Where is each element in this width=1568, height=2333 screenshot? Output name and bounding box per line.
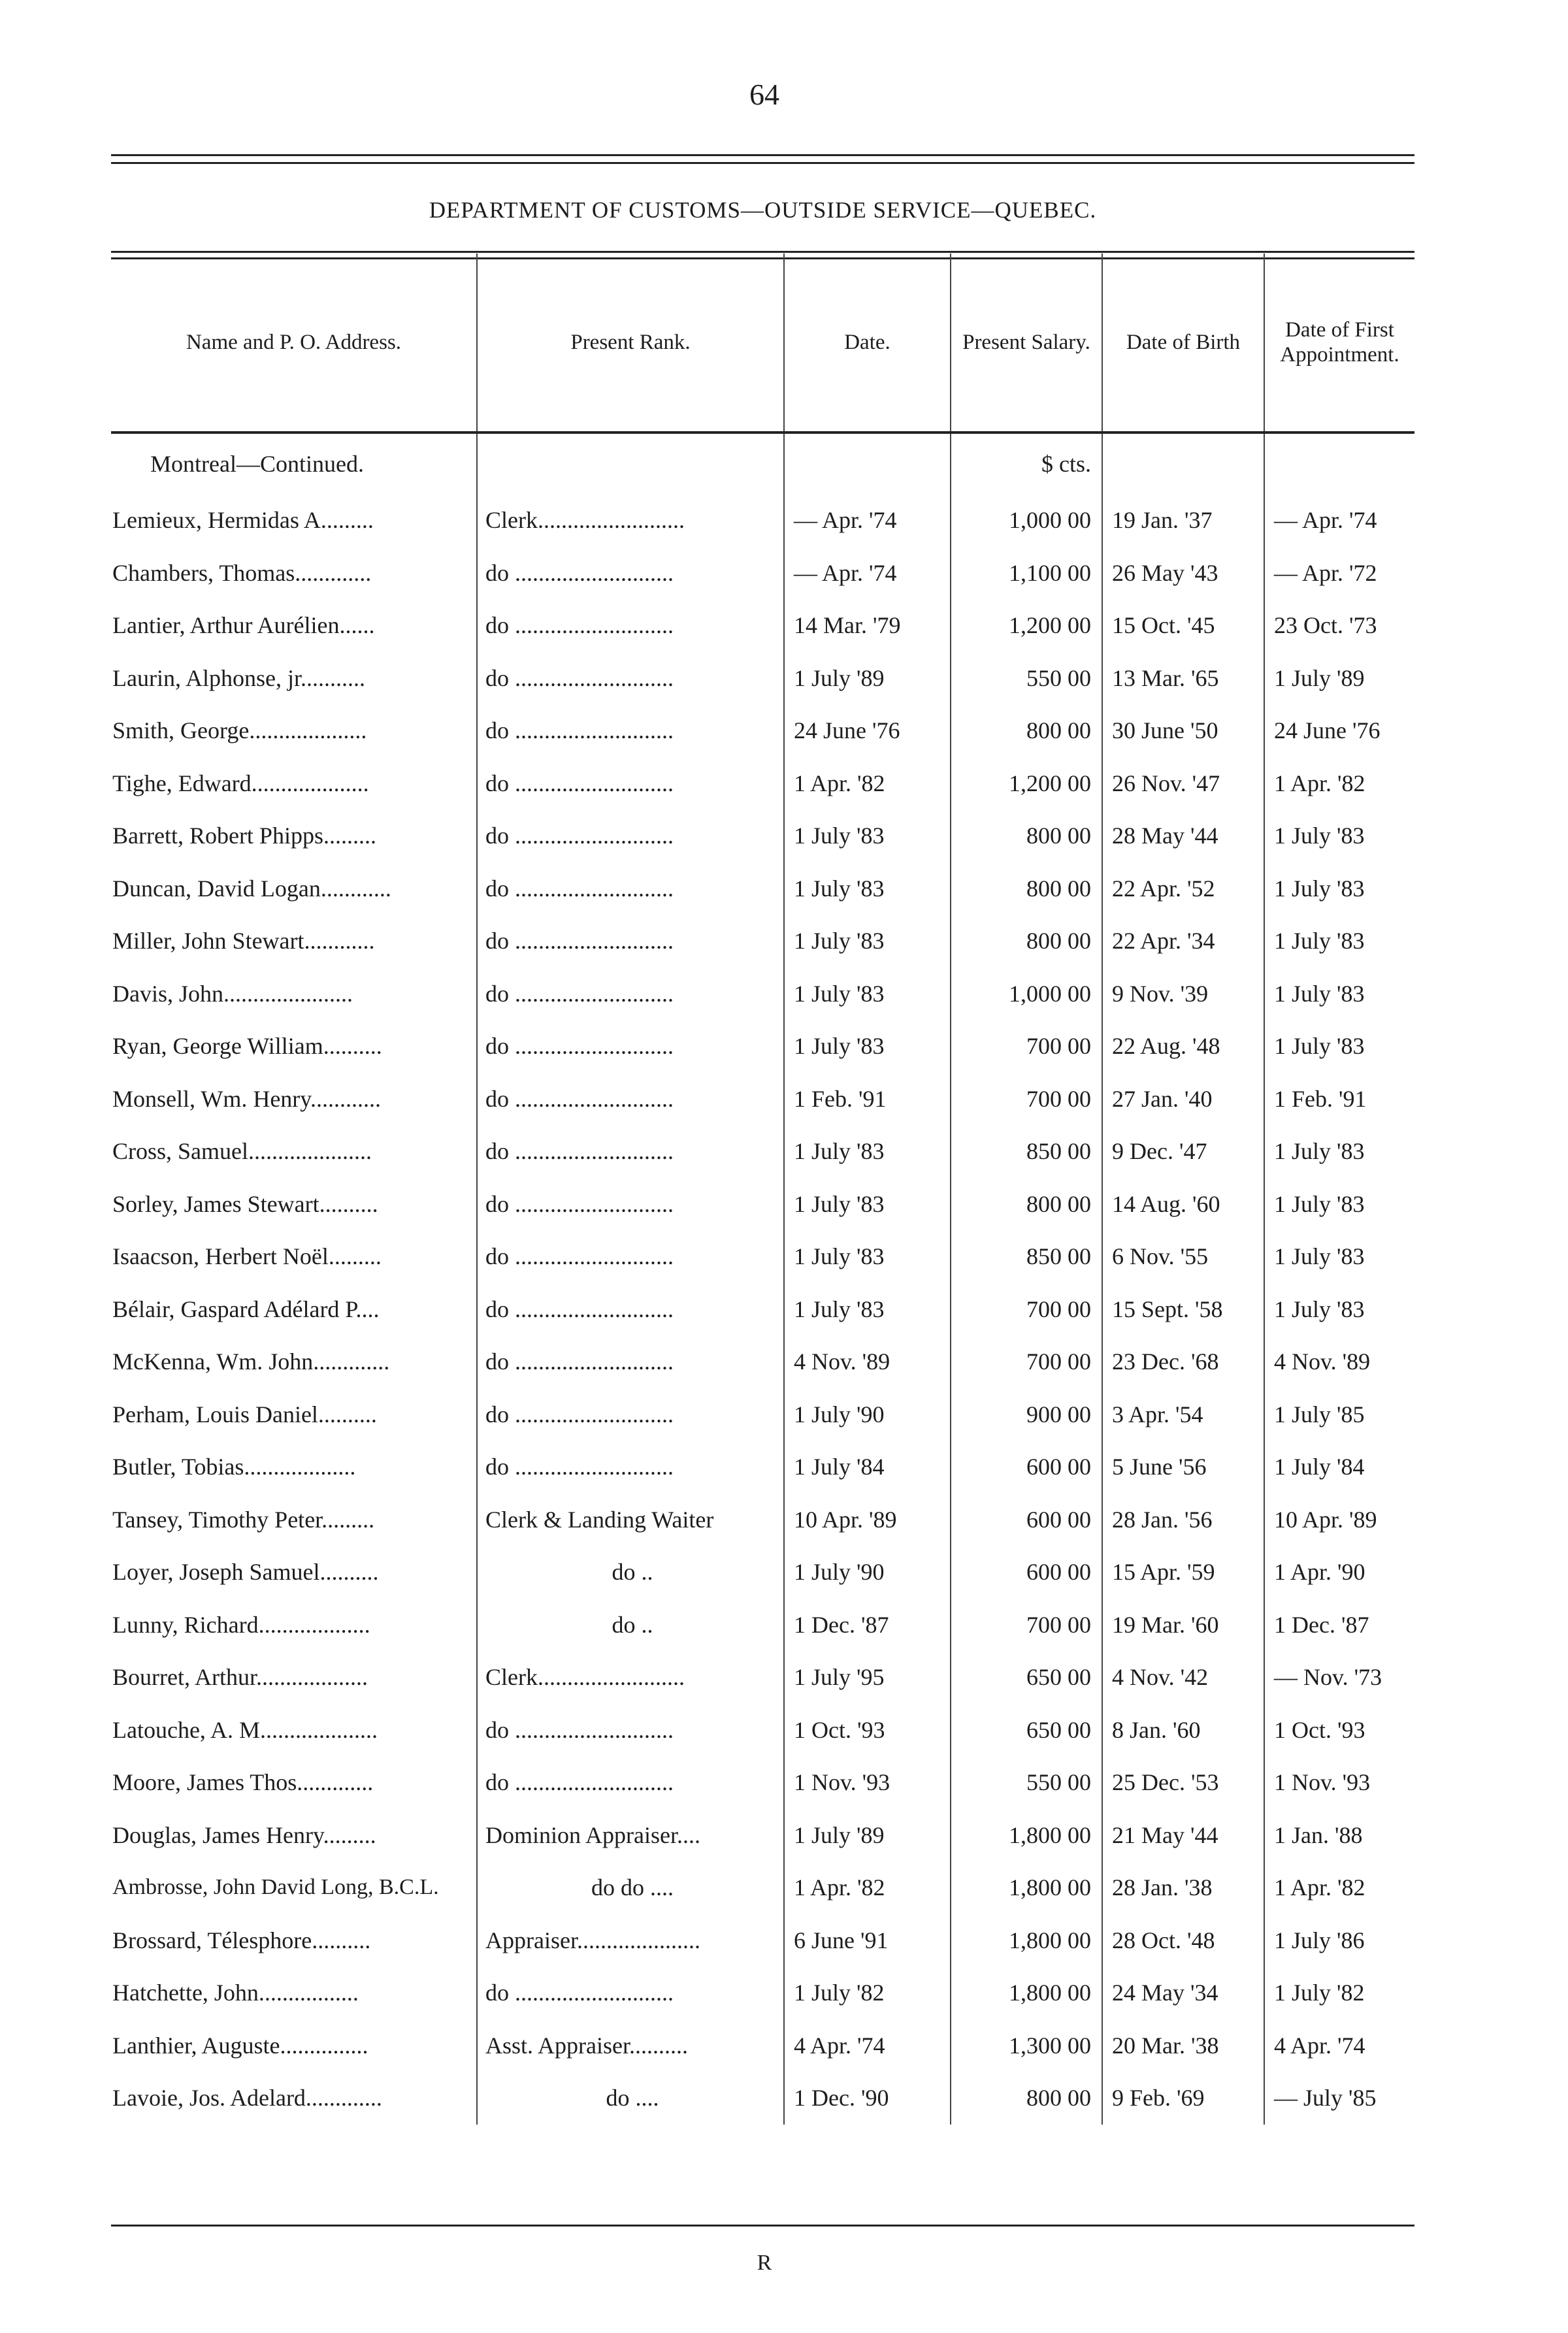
- rank-cell: do ...........................: [477, 547, 784, 600]
- rank-cell: do ...........................: [477, 1178, 784, 1231]
- birth-date-cell: 9 Feb. '69: [1102, 2072, 1264, 2125]
- first-appointment-cell: 1 July '89: [1264, 652, 1414, 705]
- salary-cell: 1,800 00: [951, 1914, 1102, 1967]
- date-cell: 1 July '90: [784, 1388, 951, 1441]
- name-cell: Lunny, Richard...................: [112, 1611, 370, 1638]
- rank-cell: Clerk.........................: [477, 1651, 784, 1704]
- birth-date-cell: 9 Nov. '39: [1102, 968, 1264, 1020]
- name-cell: Ambrosse, John David Long, B.C.L.: [112, 1875, 439, 1900]
- date-cell: 1 July '83: [784, 1020, 951, 1073]
- table-row: [111, 2019, 1414, 2072]
- date-cell: 1 July '83: [784, 1283, 951, 1336]
- name-cell: Davis, John......................: [112, 980, 353, 1007]
- top-rule: [111, 154, 1414, 156]
- date-cell: 1 Apr. '82: [784, 1861, 951, 1914]
- salary-cell: 600 00: [951, 1546, 1102, 1599]
- salary-cell: 550 00: [951, 652, 1102, 705]
- date-cell: 1 July '83: [784, 809, 951, 862]
- birth-date-cell: 22 Apr. '34: [1102, 915, 1264, 968]
- table-row: [111, 494, 1414, 547]
- customs-staff-table: [111, 253, 1414, 2125]
- date-cell: 1 Oct. '93: [784, 1704, 951, 1757]
- table-row: [111, 968, 1414, 1020]
- table-row: [111, 1914, 1414, 1967]
- salary-cell: 700 00: [951, 1073, 1102, 1126]
- salary-cell: 1,000 00: [951, 968, 1102, 1020]
- name-cell: Miller, John Stewart............: [112, 928, 375, 954]
- first-appointment-cell: 4 Apr. '74: [1264, 2019, 1414, 2072]
- name-cell: Barrett, Robert Phipps.........: [112, 823, 376, 849]
- name-cell: Perham, Louis Daniel..........: [112, 1401, 377, 1428]
- name-cell: Tansey, Timothy Peter.........: [112, 1506, 375, 1533]
- bottom-rule: [111, 2225, 1414, 2227]
- date-cell: 10 Apr. '89: [784, 1493, 951, 1546]
- birth-date-cell: 9 Dec. '47: [1102, 1125, 1264, 1178]
- rank-cell: do ...........................: [477, 809, 784, 862]
- table-row: [111, 1388, 1414, 1441]
- salary-cell: 600 00: [951, 1493, 1102, 1546]
- rank-cell: do ...........................: [477, 1020, 784, 1073]
- birth-date-cell: 24 May '34: [1102, 1966, 1264, 2019]
- rank-cell: do ...........................: [477, 1388, 784, 1441]
- rank-cell: do ...........................: [477, 1073, 784, 1126]
- first-appointment-cell: 1 July '86: [1264, 1914, 1414, 1967]
- table-row: [111, 1125, 1414, 1178]
- birth-date-cell: 8 Jan. '60: [1102, 1704, 1264, 1757]
- table-header-row: [111, 253, 1414, 432]
- date-cell: 1 July '82: [784, 1966, 951, 2019]
- date-cell: 1 Apr. '82: [784, 757, 951, 810]
- date-cell: 24 June '76: [784, 704, 951, 757]
- table-row: [111, 652, 1414, 705]
- table-row: [111, 1073, 1414, 1126]
- salary-cell: 1,000 00: [951, 494, 1102, 547]
- first-appointment-cell: 24 June '76: [1264, 704, 1414, 757]
- date-cell: 14 Mar. '79: [784, 599, 951, 652]
- first-appointment-cell: 4 Nov. '89: [1264, 1335, 1414, 1388]
- first-appointment-cell: 10 Apr. '89: [1264, 1493, 1414, 1546]
- birth-date-cell: 22 Aug. '48: [1102, 1020, 1264, 1073]
- salary-cell: 1,800 00: [951, 1861, 1102, 1914]
- first-appointment-cell: 1 July '84: [1264, 1441, 1414, 1493]
- birth-date-cell: 22 Apr. '52: [1102, 862, 1264, 915]
- date-cell: 1 Dec. '87: [784, 1599, 951, 1652]
- salary-cell: 800 00: [951, 2072, 1102, 2125]
- name-cell: Bélair, Gaspard Adélard P....: [112, 1296, 380, 1322]
- birth-date-cell: 26 May '43: [1102, 547, 1264, 600]
- date-cell: 1 July '83: [784, 968, 951, 1020]
- birth-date-cell: 28 Oct. '48: [1102, 1914, 1264, 1967]
- birth-date-cell: 4 Nov. '42: [1102, 1651, 1264, 1704]
- salary-cell: 1,800 00: [951, 1809, 1102, 1862]
- first-appointment-cell: — Nov. '73: [1264, 1651, 1414, 1704]
- birth-date-cell: 30 June '50: [1102, 704, 1264, 757]
- table-row: [111, 2072, 1414, 2125]
- name-cell: Sorley, James Stewart..........: [112, 1190, 378, 1217]
- salary-cell: 800 00: [951, 1178, 1102, 1231]
- rank-cell: do ...........................: [477, 1441, 784, 1493]
- first-appointment-cell: 1 Nov. '93: [1264, 1756, 1414, 1809]
- salary-cell: 850 00: [951, 1230, 1102, 1283]
- rank-cell: do ...........................: [477, 704, 784, 757]
- birth-date-cell: 15 Apr. '59: [1102, 1546, 1264, 1599]
- date-cell: 1 Nov. '93: [784, 1756, 951, 1809]
- salary-cell: 1,200 00: [951, 757, 1102, 810]
- date-cell: — Apr. '74: [784, 547, 951, 600]
- first-appointment-cell: 1 July '83: [1264, 1125, 1414, 1178]
- date-cell: 1 July '83: [784, 1178, 951, 1231]
- header-rule: [111, 251, 1414, 253]
- first-appointment-cell: — Apr. '74: [1264, 494, 1414, 547]
- date-cell: 1 July '89: [784, 1809, 951, 1862]
- rank-cell: do ...........................: [477, 1230, 784, 1283]
- rank-cell: do ....: [477, 2072, 784, 2125]
- table-row: [111, 1335, 1414, 1388]
- column-header-rank: Present Rank.: [477, 253, 784, 432]
- first-appointment-cell: 1 July '83: [1264, 862, 1414, 915]
- date-cell: 1 July '83: [784, 915, 951, 968]
- name-cell: Duncan, David Logan............: [112, 875, 391, 902]
- name-cell: Butler, Tobias...................: [112, 1454, 356, 1480]
- first-appointment-cell: 1 July '85: [1264, 1388, 1414, 1441]
- rank-cell: do ...........................: [477, 1283, 784, 1336]
- rank-cell: do ...........................: [477, 1335, 784, 1388]
- birth-date-cell: 23 Dec. '68: [1102, 1335, 1264, 1388]
- salary-cell: 1,100 00: [951, 547, 1102, 600]
- rank-cell: do ...........................: [477, 652, 784, 705]
- rank-cell: do ...........................: [477, 1756, 784, 1809]
- first-appointment-cell: 1 Jan. '88: [1264, 1809, 1414, 1862]
- column-header-date: Date.: [784, 253, 951, 432]
- birth-date-cell: 21 May '44: [1102, 1809, 1264, 1862]
- birth-date-cell: 25 Dec. '53: [1102, 1756, 1264, 1809]
- date-cell: 4 Apr. '74: [784, 2019, 951, 2072]
- rank-cell: do ...........................: [477, 757, 784, 810]
- name-cell: Brossard, Télesphore..........: [112, 1927, 371, 1953]
- birth-date-cell: 14 Aug. '60: [1102, 1178, 1264, 1231]
- table-row: [111, 1020, 1414, 1073]
- rank-cell: Clerk.........................: [477, 494, 784, 547]
- rank-cell: do ...........................: [477, 1125, 784, 1178]
- birth-date-cell: 6 Nov. '55: [1102, 1230, 1264, 1283]
- birth-date-cell: 15 Oct. '45: [1102, 599, 1264, 652]
- salary-cell: 700 00: [951, 1283, 1102, 1336]
- rank-cell: do ...........................: [477, 862, 784, 915]
- table-row: [111, 1599, 1414, 1652]
- salary-cell: 700 00: [951, 1335, 1102, 1388]
- rank-cell: Dominion Appraiser....: [477, 1809, 784, 1862]
- date-cell: 6 June '91: [784, 1914, 951, 1967]
- birth-date-cell: 13 Mar. '65: [1102, 652, 1264, 705]
- name-cell: Hatchette, John.................: [112, 1980, 359, 2006]
- rank-cell: do do ....: [477, 1861, 784, 1914]
- birth-date-cell: 15 Sept. '58: [1102, 1283, 1264, 1336]
- rank-cell: do ...........................: [477, 915, 784, 968]
- salary-cell: 1,200 00: [951, 599, 1102, 652]
- salary-cell: 850 00: [951, 1125, 1102, 1178]
- table-row: [111, 1546, 1414, 1599]
- table-row: [111, 1493, 1414, 1546]
- first-appointment-cell: 1 Apr. '82: [1264, 757, 1414, 810]
- date-cell: 1 July '83: [784, 1125, 951, 1178]
- table-row: [111, 1704, 1414, 1757]
- column-header-first-appointment: Date of First Appointment.: [1264, 253, 1414, 432]
- date-cell: 1 Feb. '91: [784, 1073, 951, 1126]
- name-cell: Cross, Samuel.....................: [112, 1138, 372, 1165]
- name-cell: Monsell, Wm. Henry............: [112, 1085, 381, 1112]
- birth-date-cell: 28 Jan. '56: [1102, 1493, 1264, 1546]
- table-row: [111, 1178, 1414, 1231]
- birth-date-cell: 5 June '56: [1102, 1441, 1264, 1493]
- name-cell: Tighe, Edward....................: [112, 770, 369, 796]
- name-cell: Chambers, Thomas.............: [112, 559, 372, 586]
- first-appointment-cell: 1 July '83: [1264, 1230, 1414, 1283]
- salary-cell: 1,300 00: [951, 2019, 1102, 2072]
- rank-cell: do ...........................: [477, 1704, 784, 1757]
- date-cell: 4 Nov. '89: [784, 1335, 951, 1388]
- footer-mark: R: [757, 2251, 772, 2275]
- rank-cell: do ...........................: [477, 599, 784, 652]
- rank-cell: do ...........................: [477, 1966, 784, 2019]
- table-row: [111, 1230, 1414, 1283]
- top-rule-inner: [111, 162, 1414, 164]
- rank-cell: do ...........................: [477, 968, 784, 1020]
- first-appointment-cell: — Apr. '72: [1264, 547, 1414, 600]
- rank-cell: do ..: [477, 1599, 784, 1652]
- table-row: [111, 1283, 1414, 1336]
- name-cell: Lantier, Arthur Aurélien......: [112, 612, 375, 639]
- first-appointment-cell: 1 Dec. '87: [1264, 1599, 1414, 1652]
- table-row: [111, 915, 1414, 968]
- salary-cell: 1,800 00: [951, 1966, 1102, 2019]
- salary-cell: 800 00: [951, 704, 1102, 757]
- date-cell: 1 Dec. '90: [784, 2072, 951, 2125]
- salary-cell: 800 00: [951, 809, 1102, 862]
- name-cell: Lemieux, Hermidas A.........: [112, 507, 374, 534]
- name-cell: Latouche, A. M....................: [112, 1716, 378, 1743]
- date-cell: 1 July '84: [784, 1441, 951, 1493]
- salary-cell: 700 00: [951, 1020, 1102, 1073]
- date-cell: 1 July '83: [784, 862, 951, 915]
- page-number: 64: [749, 78, 779, 111]
- birth-date-cell: 28 May '44: [1102, 809, 1264, 862]
- table-row: [111, 704, 1414, 757]
- name-cell: Ryan, George William..........: [112, 1033, 382, 1060]
- date-cell: — Apr. '74: [784, 494, 951, 547]
- birth-date-cell: 28 Jan. '38: [1102, 1861, 1264, 1914]
- section-row: [111, 432, 1414, 494]
- rank-cell: Appraiser.....................: [477, 1914, 784, 1967]
- currency-unit-label: $ cts.: [1041, 451, 1091, 477]
- table-row: [111, 757, 1414, 810]
- first-appointment-cell: 1 July '83: [1264, 1178, 1414, 1231]
- first-appointment-cell: — July '85: [1264, 2072, 1414, 2125]
- name-cell: Smith, George....................: [112, 717, 367, 744]
- name-cell: Loyer, Joseph Samuel..........: [112, 1559, 379, 1586]
- page-title: DEPARTMENT OF CUSTOMS—OUTSIDE SERVICE—QUEBEC.: [429, 197, 1097, 223]
- salary-cell: 550 00: [951, 1756, 1102, 1809]
- name-cell: Douglas, James Henry.........: [112, 1821, 376, 1848]
- name-cell: Lavoie, Jos. Adelard.............: [112, 2085, 382, 2112]
- first-appointment-cell: 1 July '83: [1264, 809, 1414, 862]
- table-row: [111, 1651, 1414, 1704]
- table-row: [111, 1756, 1414, 1809]
- salary-cell: 650 00: [951, 1704, 1102, 1757]
- table-row: [111, 1966, 1414, 2019]
- birth-date-cell: 20 Mar. '38: [1102, 2019, 1264, 2072]
- name-cell: Isaacson, Herbert Noël.........: [112, 1243, 382, 1270]
- name-cell: Bourret, Arthur...................: [112, 1664, 368, 1691]
- birth-date-cell: 26 Nov. '47: [1102, 757, 1264, 810]
- table-row: [111, 547, 1414, 600]
- date-cell: 1 July '83: [784, 1230, 951, 1283]
- first-appointment-cell: 1 Apr. '90: [1264, 1546, 1414, 1599]
- first-appointment-cell: 1 July '83: [1264, 1020, 1414, 1073]
- date-cell: 1 July '89: [784, 652, 951, 705]
- date-cell: 1 July '90: [784, 1546, 951, 1599]
- salary-cell: 700 00: [951, 1599, 1102, 1652]
- first-appointment-cell: 1 July '83: [1264, 1283, 1414, 1336]
- column-header-salary: Present Salary.: [951, 253, 1102, 432]
- section-label: Montreal—Continued.: [150, 451, 364, 477]
- table-row: [111, 599, 1414, 652]
- name-cell: Lanthier, Auguste...............: [112, 2032, 368, 2059]
- column-header-birth: Date of Birth: [1102, 253, 1264, 432]
- name-cell: Moore, James Thos.............: [112, 1769, 374, 1796]
- salary-cell: 800 00: [951, 915, 1102, 968]
- table-row: [111, 1441, 1414, 1493]
- first-appointment-cell: 1 July '82: [1264, 1966, 1414, 2019]
- table-row: [111, 1861, 1414, 1914]
- table-row: [111, 862, 1414, 915]
- salary-cell: 900 00: [951, 1388, 1102, 1441]
- name-cell: Laurin, Alphonse, jr...........: [112, 664, 365, 691]
- table-row: [111, 1809, 1414, 1862]
- table-row: [111, 809, 1414, 862]
- first-appointment-cell: 1 July '83: [1264, 915, 1414, 968]
- salary-cell: 600 00: [951, 1441, 1102, 1493]
- date-cell: 1 July '95: [784, 1651, 951, 1704]
- birth-date-cell: 3 Apr. '54: [1102, 1388, 1264, 1441]
- first-appointment-cell: 1 Oct. '93: [1264, 1704, 1414, 1757]
- column-header-name: Name and P. O. Address.: [111, 253, 477, 432]
- first-appointment-cell: 1 Feb. '91: [1264, 1073, 1414, 1126]
- birth-date-cell: 19 Mar. '60: [1102, 1599, 1264, 1652]
- salary-cell: 800 00: [951, 862, 1102, 915]
- first-appointment-cell: 1 July '83: [1264, 968, 1414, 1020]
- salary-cell: 650 00: [951, 1651, 1102, 1704]
- birth-date-cell: 19 Jan. '37: [1102, 494, 1264, 547]
- rank-cell: Asst. Appraiser..........: [477, 2019, 784, 2072]
- birth-date-cell: 27 Jan. '40: [1102, 1073, 1264, 1126]
- rank-cell: do ..: [477, 1546, 784, 1599]
- name-cell: McKenna, Wm. John.............: [112, 1348, 390, 1375]
- first-appointment-cell: 1 Apr. '82: [1264, 1861, 1414, 1914]
- first-appointment-cell: 23 Oct. '73: [1264, 599, 1414, 652]
- rank-cell: Clerk & Landing Waiter: [477, 1493, 784, 1546]
